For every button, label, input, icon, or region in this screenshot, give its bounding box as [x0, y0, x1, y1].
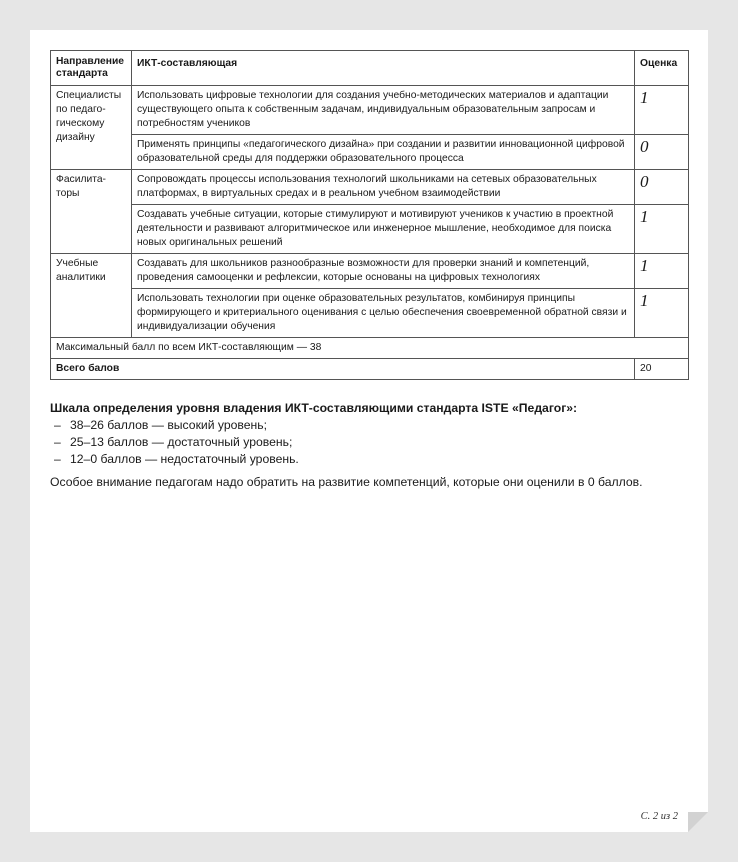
ict-cell: Использовать цифровые технологии для создания учебно-методических материалов и адаптации существующего опыта к собственным задачам, индивидуальным образовательным запросам и потребностям учеников	[132, 86, 635, 135]
header-score: Оценка	[635, 51, 689, 86]
ict-cell: Создавать учебные ситуации, которые стимулируют и мотивируют учеников к участию в проектной деятельности и развивают алгоритмическое или инженерное мышление, необходимое для поиска новых оригинальных решений	[132, 205, 635, 254]
score-cell: 1	[635, 86, 689, 135]
score-cell: 0	[635, 135, 689, 170]
list-item	[50, 434, 577, 451]
table-row	[51, 254, 689, 289]
ict-cell: Применять принципы «педагогического дизайна» при создании и развитии инновационной цифровой образовательной среды для поддержки образовательного процесса	[132, 135, 635, 170]
page-number: С. 2 из 2	[640, 811, 678, 822]
header-ict: ИКТ-составляющая	[132, 51, 635, 86]
max-score-text: Максимальный балл по всем ИКТ-составляющим — 38	[51, 338, 689, 359]
ict-cell: Использовать технологии при оценке образовательных результатов, комбинируя принципы формирующего и критериального оценивания с целью обеспечения своевременной обратной связи и индивидуализации обучения	[132, 289, 635, 338]
page-fold-corner	[688, 812, 708, 832]
list-item	[50, 417, 577, 434]
dash-glyph: –	[54, 452, 61, 466]
score-cell: 1	[635, 289, 689, 338]
header-direction: Направление стандарта	[51, 51, 132, 86]
score-cell: 0	[635, 170, 689, 205]
scale-item-text: 12–0 баллов — недостаточный уровень.	[70, 452, 299, 466]
table-row	[51, 170, 689, 205]
ict-cell: Создавать для школьников разнообразные возможности для проверки знаний и компетенций, проведения самооценки и рефлексии, которые основаны на цифровых технологиях	[132, 254, 635, 289]
direction-cell: Учебные аналитики	[51, 254, 132, 338]
scale-item-text: 38–26 баллов — высокий уровень;	[70, 418, 267, 432]
scale-item-text: 25–13 баллов — достаточный уровень;	[70, 435, 293, 449]
total-value: 20	[635, 359, 689, 380]
table-row	[51, 135, 689, 170]
dash-glyph: –	[54, 435, 61, 449]
ict-rubric-table	[50, 50, 689, 380]
scale-list	[50, 417, 577, 468]
ict-cell: Сопровождать процессы использования технологий школьниками на сетевых образовательных платформах, в виртуальных средах и в реальном учебном взаимодействии	[132, 170, 635, 205]
list-item	[50, 451, 577, 468]
scale-section	[50, 400, 577, 468]
total-row	[51, 359, 689, 380]
direction-cell: Фасилита-торы	[51, 170, 132, 254]
document-page	[30, 30, 708, 832]
scale-title: Шкала определения уровня владения ИКТ-составляющими стандарта ISTE «Педагог»:	[50, 401, 578, 415]
direction-cell: Специалисты по педаго-гическому дизайну	[51, 86, 132, 170]
total-label: Всего балов	[51, 359, 635, 380]
table-header-row	[51, 51, 689, 86]
table-row	[51, 205, 689, 254]
max-score-row	[51, 338, 689, 359]
note-paragraph: Особое внимание педагогам надо обратить на развитие компетенций, которые они оценили в 0 баллов.	[50, 475, 643, 489]
score-cell: 1	[635, 254, 689, 289]
table-row	[51, 289, 689, 338]
dash-glyph: –	[54, 418, 61, 432]
score-cell: 1	[635, 205, 689, 254]
table-row	[51, 86, 689, 135]
